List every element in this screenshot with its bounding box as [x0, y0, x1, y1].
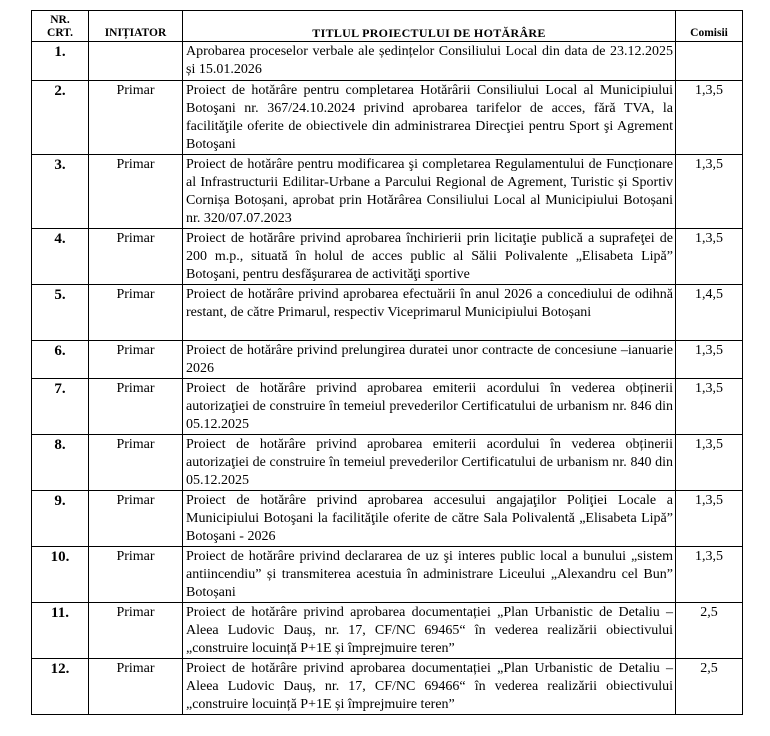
row-title: Proiect de hotărâre privind aprobarea efectuării în anul 2026 a concediului de odihnă restant, de către Primarul, respectiv Viceprimarul Municipiului Botoșani	[183, 285, 676, 341]
row-commissions: 1,3,5	[676, 81, 743, 155]
table-row	[32, 547, 743, 603]
table-row	[32, 603, 743, 659]
agenda-table	[31, 10, 743, 715]
row-number: 9.	[32, 491, 89, 547]
row-initiator: Primar	[89, 379, 183, 435]
table-row	[32, 341, 743, 379]
row-initiator: Primar	[89, 155, 183, 229]
row-number: 3.	[32, 155, 89, 229]
row-title: Proiect de hotărâre pentru modificarea şi completarea Regulamentului de Funcționare al Infrastructurii Edilitar-Urbane a Parcului Regional de Agrement, Turistic și Sportiv Cornișa Botoșani, aprobat prin Hotărârea Consiliului Local al Municipiului Botoșani nr. 320/07.07.2023	[183, 155, 676, 229]
row-initiator	[89, 42, 183, 81]
row-title: Proiect de hotărâre privind aprobarea emiterii acordului în vederea obținerii autorizaţiei de construire în temeiul prevederilor Certificatului de urbanism nr. 846 din 05.12.2025	[183, 379, 676, 435]
row-title: Proiect de hotărâre pentru completarea Hotărârii Consiliului Local al Municipiului Botoşani nr. 367/24.10.2024 privind aprobarea tarifelor de acces, fără TVA, la facilităţile oferite de obiectivele din administrarea Direcţiei pentru Sport şi Agrement Botoşani	[183, 81, 676, 155]
row-title: Proiect de hotărâre privind aprobarea documentației „Plan Urbanistic de Detaliu – Aleea Ludovic Dauș, nr. 17, CF/NC 69465“ în vederea realizării obiectivului „construire locuință P+1E și împrejmuire teren”	[183, 603, 676, 659]
table-row	[32, 42, 743, 81]
row-number: 4.	[32, 229, 89, 285]
row-number: 12.	[32, 659, 89, 715]
row-initiator: Primar	[89, 603, 183, 659]
row-number: 5.	[32, 285, 89, 341]
row-commissions: 1,3,5	[676, 379, 743, 435]
header-nr	[32, 11, 89, 42]
row-title: Aprobarea proceselor verbale ale ședințelor Consiliului Local din data de 23.12.2025 și 15.01.2026	[183, 42, 676, 81]
row-title: Proiect de hotărâre privind aprobarea emiterii acordului în vederea obținerii autorizaţiei de construire în temeiul prevederilor Certificatului de urbanism nr. 840 din 05.12.2025	[183, 435, 676, 491]
row-number: 11.	[32, 603, 89, 659]
row-initiator: Primar	[89, 435, 183, 491]
row-commissions: 2,5	[676, 603, 743, 659]
row-title: Proiect de hotărâre privind aprobarea accesului angajaţilor Poliţiei Locale a Municipiului Botoşani la facilităţile oferite de către Sala Polivalentă „Elisabeta Lipă” Botoşani - 2026	[183, 491, 676, 547]
row-commissions: 1,3,5	[676, 341, 743, 379]
header-initiator: INIȚIATOR	[89, 11, 183, 42]
row-title: Proiect de hotărâre privind prelungirea duratei unor contracte de concesiune –ianuarie 2026	[183, 341, 676, 379]
row-title: Proiect de hotărâre privind aprobarea închirierii prin licitaţie publică a suprafeţei de 200 m.p., situată în holul de acces public al Sălii Polivalente „Elisabeta Lipă” Botoşani, pentru desfăşurarea de activităţi sportive	[183, 229, 676, 285]
row-initiator: Primar	[89, 659, 183, 715]
table-row	[32, 659, 743, 715]
row-commissions: 1,3,5	[676, 547, 743, 603]
row-initiator: Primar	[89, 547, 183, 603]
row-commissions	[676, 42, 743, 81]
row-number: 2.	[32, 81, 89, 155]
row-initiator: Primar	[89, 285, 183, 341]
table-header-row	[32, 11, 743, 42]
row-commissions: 1,3,5	[676, 229, 743, 285]
header-nr-line1: NR.	[50, 14, 70, 26]
row-number: 10.	[32, 547, 89, 603]
row-commissions: 1,4,5	[676, 285, 743, 341]
row-commissions: 1,3,5	[676, 491, 743, 547]
table-row	[32, 379, 743, 435]
row-title: Proiect de hotărâre privind aprobarea documentației „Plan Urbanistic de Detaliu – Aleea Ludovic Dauș, nr. 17, CF/NC 69466“ în vederea realizării obiectivului „construire locuință P+1E și împrejmuire teren”	[183, 659, 676, 715]
row-title: Proiect de hotărâre privind declararea de uz şi interes public local a bunului „sistem antiincendiu” și transmiterea acestuia în administrare Liceului „Alexandru cel Bun” Botoșani	[183, 547, 676, 603]
table-row	[32, 435, 743, 491]
table-row	[32, 285, 743, 341]
row-number: 7.	[32, 379, 89, 435]
row-initiator: Primar	[89, 491, 183, 547]
row-commissions: 1,3,5	[676, 155, 743, 229]
row-initiator: Primar	[89, 81, 183, 155]
row-number: 1.	[32, 42, 89, 81]
header-commissions: Comisii	[676, 11, 743, 42]
row-number: 8.	[32, 435, 89, 491]
row-commissions: 1,3,5	[676, 435, 743, 491]
header-nr-line2: CRT.	[47, 27, 73, 39]
row-commissions: 2,5	[676, 659, 743, 715]
table-row	[32, 155, 743, 229]
table-row	[32, 491, 743, 547]
table-row	[32, 229, 743, 285]
header-title: TITLUL PROIECTULUI DE HOTĂRÂRE	[183, 11, 676, 42]
row-number: 6.	[32, 341, 89, 379]
table-row	[32, 81, 743, 155]
row-initiator: Primar	[89, 341, 183, 379]
row-initiator: Primar	[89, 229, 183, 285]
